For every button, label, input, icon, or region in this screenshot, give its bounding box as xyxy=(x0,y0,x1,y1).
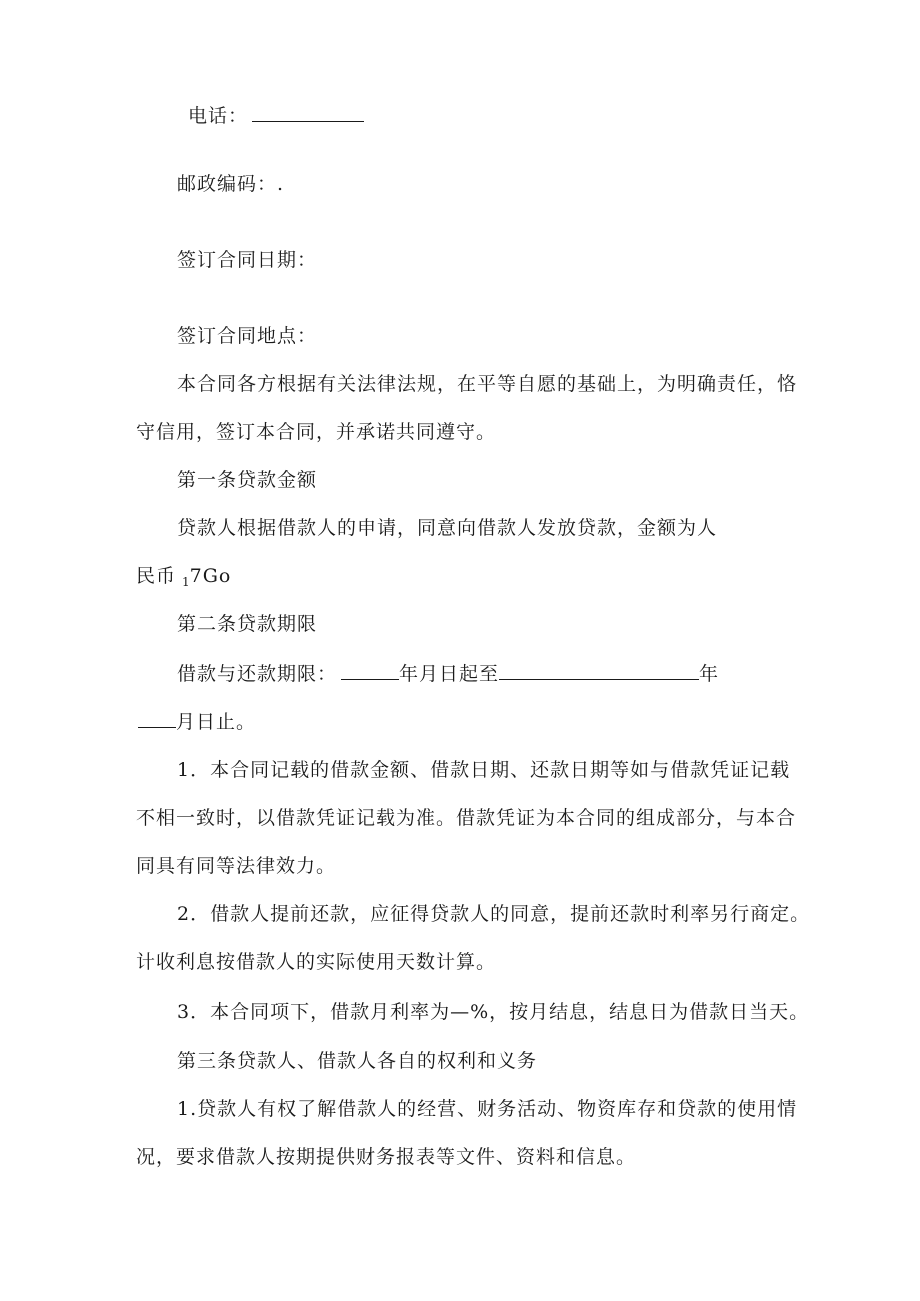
postcode-line: 邮政编码：. xyxy=(177,173,285,195)
period-end-blank xyxy=(499,661,699,680)
period-label: 借款与还款期限： xyxy=(177,663,338,685)
article-3-item-1-line-2: 况，要求借款人按期提供财务报表等文件、资料和信息。 xyxy=(136,1146,637,1168)
article-2-item-3-line-1: 3．本合同项下，借款月利率为—%，按月结息，结息日为借款日当天。 xyxy=(177,1001,810,1023)
article-2-period-line xyxy=(177,661,719,686)
phone-blank xyxy=(252,103,364,122)
phone-label: 电话： xyxy=(188,105,249,127)
period-end-month-blank xyxy=(138,709,176,728)
article-1-title: 第一条贷款金额 xyxy=(177,469,318,491)
article-2-item-1-line-3: 同具有同等法律效力。 xyxy=(136,855,337,877)
article-1-line-2 xyxy=(136,564,231,594)
article-2-item-2-line-1: 2．借款人提前还款，应征得贷款人的同意，提前还款时利率另行商定。 xyxy=(177,903,811,925)
article-1-line-1: 贷款人根据借款人的申请，同意向借款人发放贷款，金额为人 xyxy=(177,517,718,539)
sign-date-line: 签订合同日期： xyxy=(177,249,318,271)
article-2-item-2-line-2: 计收利息按借款人的实际使用天数计算。 xyxy=(136,951,497,973)
sign-place-line: 签订合同地点： xyxy=(177,325,318,347)
article-2-item-1-line-1: 1．本合同记载的借款金额、借款日期、还款日期等如与借款凭证记载 xyxy=(177,759,791,781)
article-2-title: 第二条贷款期限 xyxy=(177,613,318,635)
period-line2: 月日止。 xyxy=(176,711,257,733)
period-mid: 年月日起至 xyxy=(399,663,500,685)
phone-line xyxy=(188,103,364,128)
article-3-item-1-line-1: 1.贷款人有权了解借款人的经营、财务活动、物资库存和贷款的使用情 xyxy=(177,1098,798,1120)
amount-subscript: 1 xyxy=(182,575,190,589)
period-end: 年 xyxy=(699,663,720,685)
intro-line-2: 守信用，签订本合同，并承诺共同遵守。 xyxy=(136,421,497,443)
intro-line-1: 本合同各方根据有关法律法规，在平等自愿的基础上，为明确责任，恪 xyxy=(177,373,798,395)
article-2-item-1-line-2: 不相一致时，以借款凭证记载为准。借款凭证为本合同的组成部分，与本合 xyxy=(136,807,797,829)
amount-value: 7Go xyxy=(189,565,232,587)
period-start-year-blank xyxy=(341,661,399,680)
amount-prefix: 民币 xyxy=(136,565,177,587)
article-3-title: 第三条贷款人、借款人各自的权利和义务 xyxy=(177,1050,538,1072)
article-2-period-line-2 xyxy=(138,709,256,734)
